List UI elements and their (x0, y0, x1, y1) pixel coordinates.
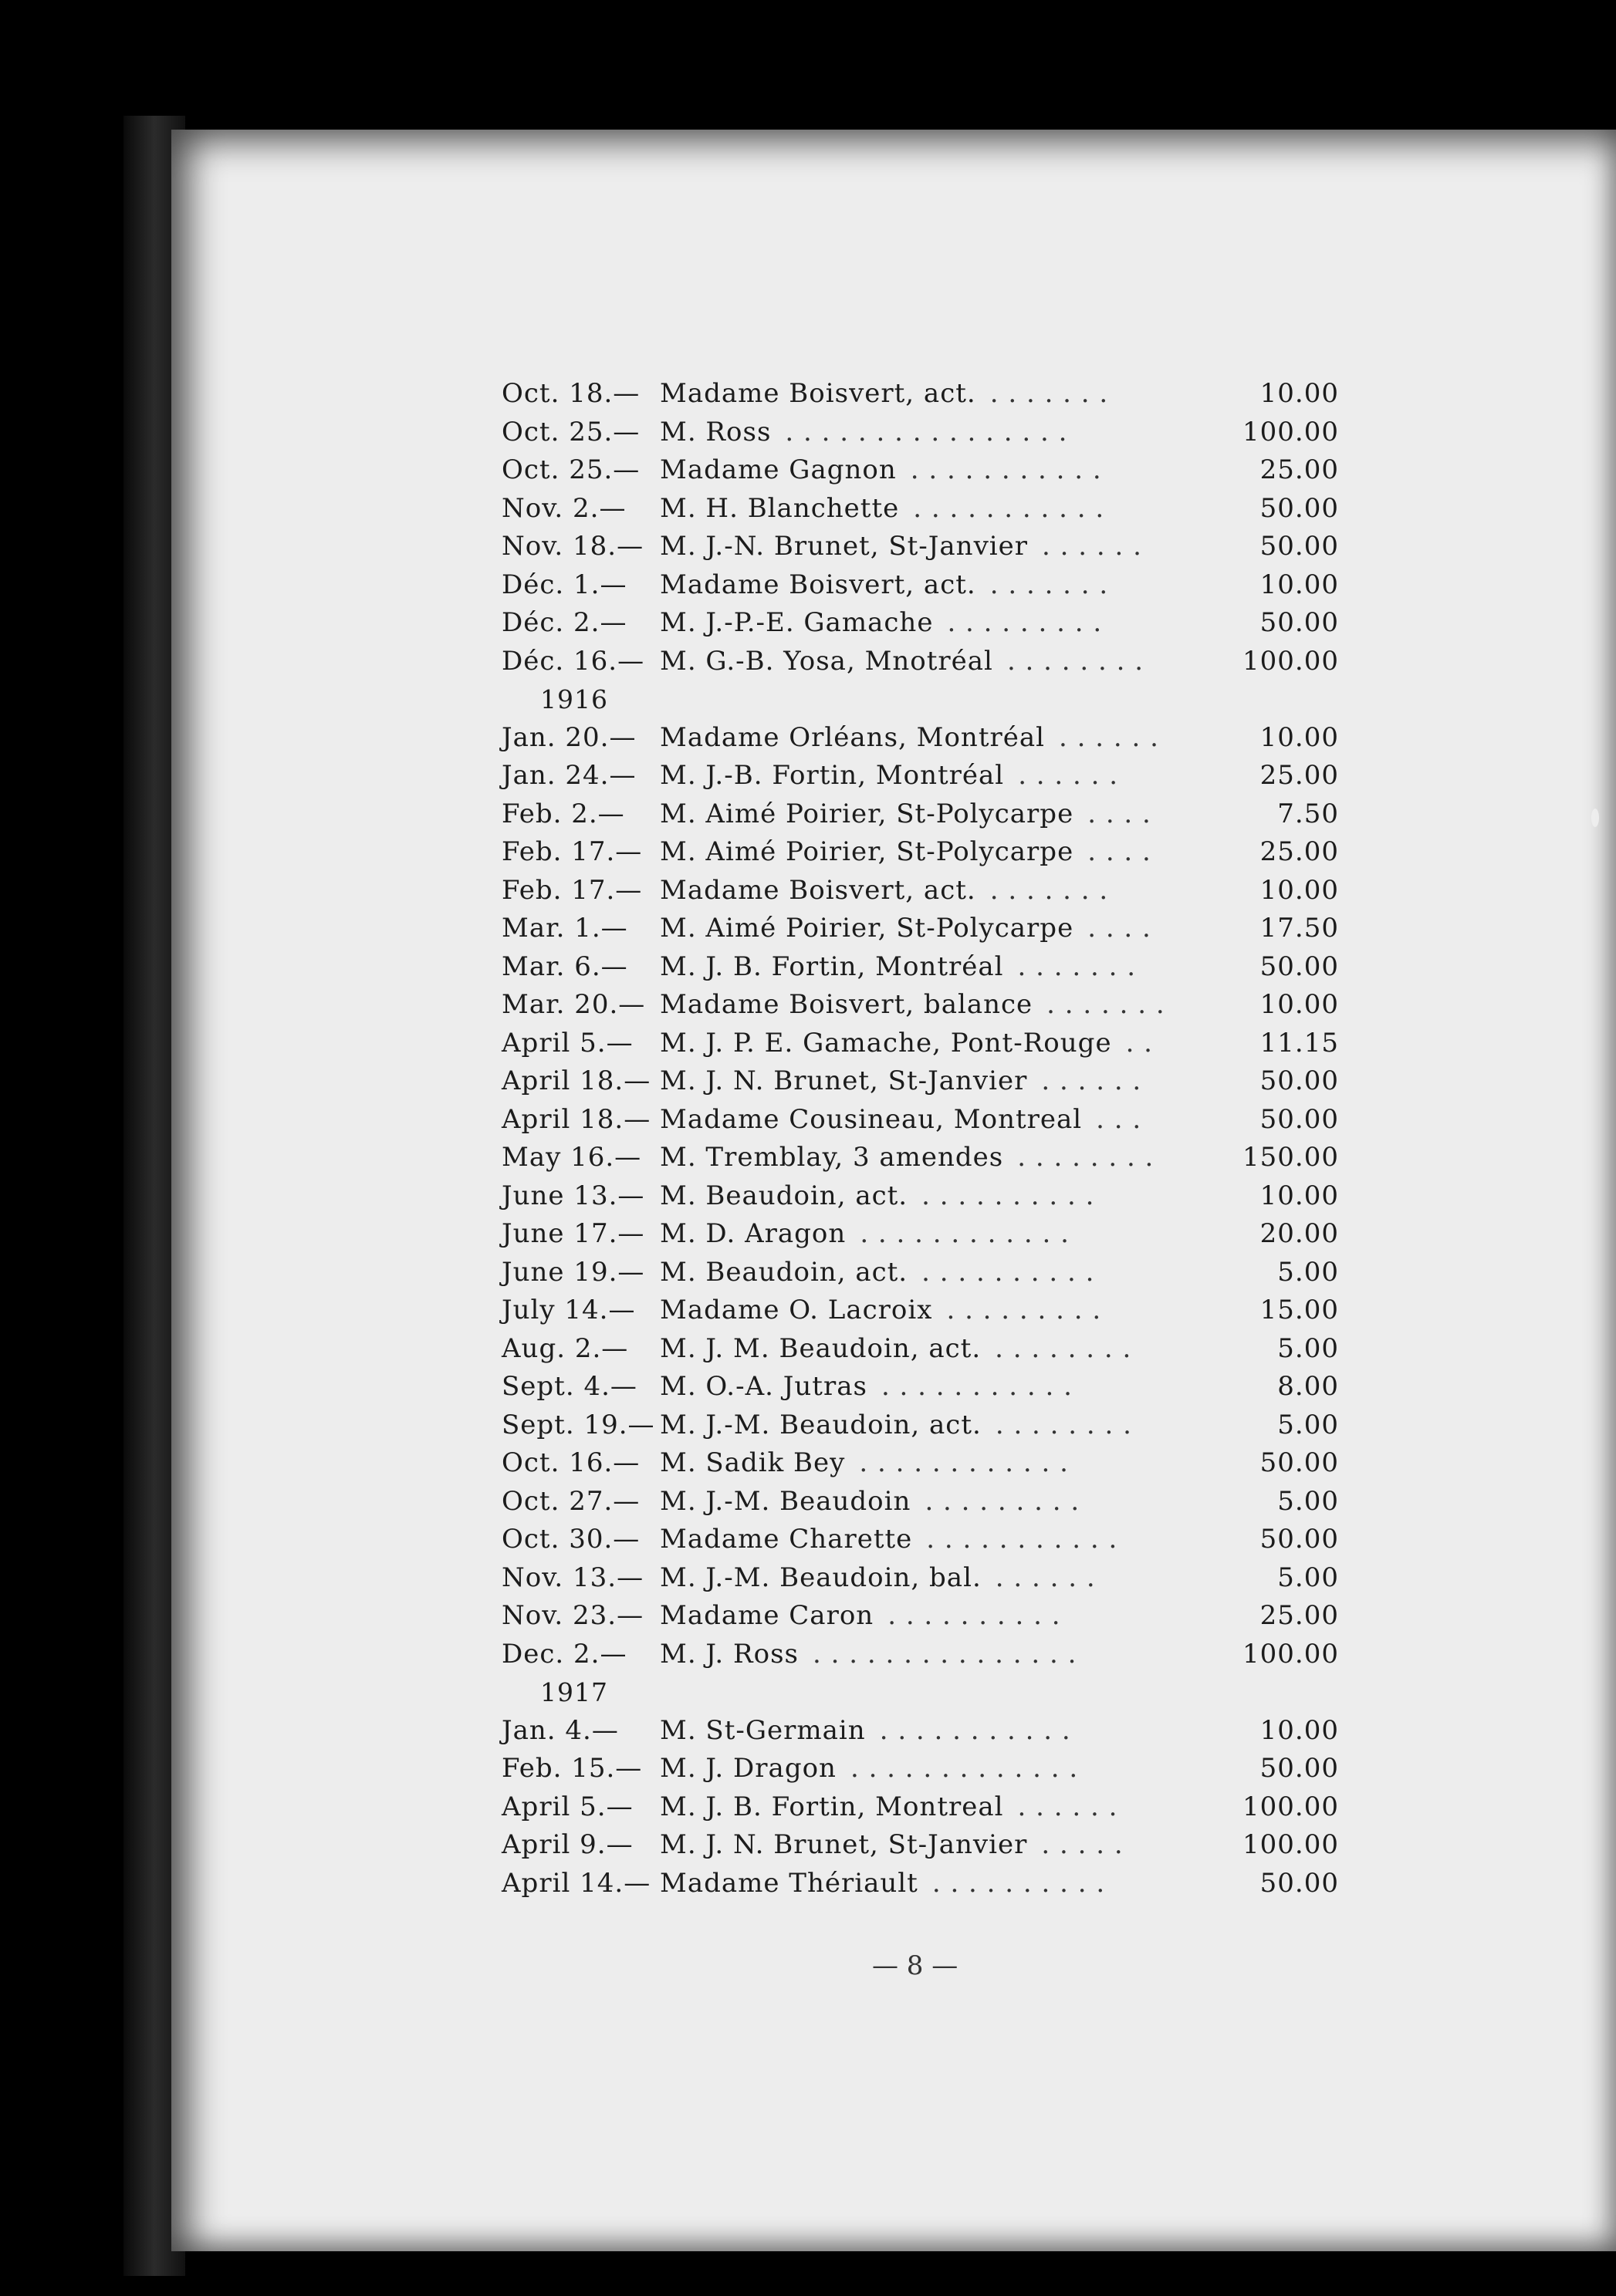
entry-amount: 50.00 (1259, 1103, 1339, 1135)
leader-dots: . . . . . . . . . . (921, 1180, 1095, 1211)
entry-name: M. Tremblay, 3 amendes (660, 1142, 1004, 1173)
ledger-row (502, 414, 1339, 452)
entry-name: M. J.-M. Beaudoin, bal. (660, 1562, 982, 1593)
entry-date: Jan. 24.— (502, 760, 637, 791)
entry-name: M. J.-M. Beaudoin, act. (660, 1409, 982, 1440)
entry-amount: 50.00 (1259, 950, 1339, 982)
leader-dots: . . . . . . (995, 1562, 1096, 1593)
ledger-row (502, 872, 1339, 910)
leader-dots: . . . . . . (1041, 1065, 1142, 1096)
entry-date: Nov. 2.— (502, 492, 627, 524)
entry-name: M. St-Germain (660, 1714, 866, 1746)
leader-dots: . . . . . . . (989, 569, 1109, 600)
ledger-row (502, 948, 1339, 987)
entry-amount: 11.15 (1259, 1027, 1339, 1059)
ledger-row (502, 1292, 1339, 1330)
paper-blemish (1591, 809, 1599, 827)
entry-amount: 50.00 (1259, 1753, 1339, 1784)
entry-amount: 100.00 (1242, 645, 1339, 677)
entry-amount: 150.00 (1242, 1142, 1339, 1173)
entry-amount: 25.00 (1259, 836, 1339, 867)
entry-date: Feb. 15.— (502, 1753, 643, 1784)
leader-dots: . . . . . . (1018, 760, 1119, 791)
leader-dots: . . . . . (1041, 1829, 1124, 1860)
leader-dots: . . . . . . . . . . . (913, 492, 1105, 524)
entry-name: Madame Thériault (660, 1867, 918, 1899)
leader-dots: . . . . . . . . . . . . (860, 1218, 1070, 1249)
ledger-row (502, 1521, 1339, 1559)
ledger-row (502, 833, 1339, 872)
leader-dots: . . . . . . . . . . . . . (850, 1753, 1079, 1784)
entry-name: Madame Boisvert, act. (660, 874, 976, 906)
ledger-row (502, 375, 1339, 414)
leader-dots: . . . . . . . (1017, 950, 1137, 982)
ledger-row (502, 1597, 1339, 1636)
entry-date: Nov. 23.— (502, 1600, 644, 1631)
ledger-row (502, 1712, 1339, 1751)
ledger-list (502, 375, 1339, 1903)
leader-dots: . . . . . . (1017, 1791, 1118, 1822)
entry-date: April 18.— (502, 1065, 651, 1096)
entry-name: M. J.-N. Brunet, St-Janvier (660, 531, 1029, 562)
entry-name: M. G.-B. Yosa, Mnotréal (660, 645, 993, 677)
leader-dots: . . . . (1087, 798, 1151, 829)
entry-amount: 25.00 (1259, 760, 1339, 791)
leader-dots: . . . . . . . . . . . . (859, 1447, 1069, 1478)
leader-dots: . . . . . . . (989, 874, 1109, 906)
leader-dots: . . . (1096, 1103, 1142, 1135)
entry-amount: 100.00 (1242, 1791, 1339, 1822)
entry-date: Feb. 17.— (502, 836, 643, 867)
entry-date: July 14.— (502, 1295, 636, 1325)
ledger-row (502, 1177, 1339, 1216)
entry-amount: 10.00 (1259, 989, 1339, 1020)
ledger-row (502, 1483, 1339, 1521)
entry-date: Oct. 18.— (502, 378, 641, 409)
entry-date: April 5.— (502, 1791, 634, 1822)
ledger-row (502, 1101, 1339, 1140)
entry-amount: 10.00 (1259, 569, 1339, 600)
entry-date: Mar. 20.— (502, 989, 646, 1020)
entry-date: Mar. 6.— (502, 950, 628, 982)
entry-amount: 100.00 (1242, 416, 1339, 447)
entry-date: Nov. 18.— (502, 531, 644, 562)
entry-amount: 100.00 (1242, 1829, 1339, 1860)
entry-date: Feb. 2.— (502, 798, 625, 829)
year-heading (502, 1673, 1339, 1712)
entry-amount: 10.00 (1259, 721, 1339, 753)
entry-name: Madame O. Lacroix (660, 1295, 933, 1325)
ledger-row (502, 1636, 1339, 1674)
entry-amount: 20.00 (1259, 1218, 1339, 1249)
entry-name: Madame Cousineau, Montreal (660, 1103, 1083, 1135)
entry-amount: 8.00 (1277, 1371, 1339, 1402)
entry-date: Sept. 19.— (502, 1409, 655, 1440)
entry-name: M. O.-A. Jutras (660, 1371, 867, 1402)
leader-dots: . . . . . . . . (995, 1332, 1132, 1364)
entry-date: June 19.— (502, 1256, 645, 1288)
entry-amount: 50.00 (1259, 1867, 1339, 1899)
entry-date: April 9.— (502, 1829, 634, 1860)
entry-amount: 25.00 (1259, 454, 1339, 485)
ledger-row (502, 1254, 1339, 1292)
leader-dots: . . . . . . . . . . . (910, 454, 1102, 485)
ledger-row (502, 795, 1339, 834)
leader-dots: . . . . . . . (1046, 989, 1165, 1020)
ledger-row (502, 1750, 1339, 1788)
entry-date: Oct. 27.— (502, 1485, 641, 1517)
leader-dots: . . . . . . . . . (946, 1295, 1102, 1325)
entry-date: Nov. 13.— (502, 1562, 644, 1593)
page-number: — 8 — (872, 1950, 958, 1981)
entry-date: Oct. 30.— (502, 1524, 641, 1555)
entry-date: Feb. 17.— (502, 874, 643, 906)
ledger-row (502, 1826, 1339, 1865)
entry-amount: 10.00 (1259, 378, 1339, 409)
entry-amount: 50.00 (1259, 531, 1339, 562)
year-label: 1916 (540, 684, 608, 714)
entry-amount: 25.00 (1259, 1600, 1339, 1631)
ledger-row (502, 757, 1339, 795)
entry-amount: 7.50 (1277, 798, 1339, 829)
entry-amount: 50.00 (1259, 607, 1339, 638)
entry-date: Mar. 1.— (502, 913, 628, 944)
entry-date: April 14.— (502, 1867, 651, 1899)
entry-name: M. D. Aragon (660, 1218, 847, 1249)
entry-date: Jan. 20.— (502, 721, 637, 753)
entry-date: June 17.— (502, 1218, 645, 1249)
entry-name: M. H. Blanchette (660, 492, 900, 524)
entry-name: M. Aimé Poirier, St-Polycarpe (660, 798, 1074, 829)
entry-date: Oct. 25.— (502, 416, 641, 447)
entry-name: Madame Orléans, Montréal (660, 721, 1046, 753)
entry-name: M. Ross (660, 416, 772, 447)
leader-dots: . . . . . . . . (1017, 1142, 1155, 1173)
leader-dots: . . . . . . . . . . . . . . . . (785, 416, 1068, 447)
entry-name: Madame Boisvert, act. (660, 378, 976, 409)
ledger-row (502, 1444, 1339, 1483)
entry-amount: 17.50 (1259, 913, 1339, 944)
entry-name: Madame Boisvert, balance (660, 989, 1033, 1020)
entry-name: M. Beaudoin, act. (660, 1256, 908, 1288)
entry-name: M. J. Dragon (660, 1753, 837, 1784)
entry-date: Déc. 2.— (502, 607, 627, 638)
ledger-row (502, 719, 1339, 758)
leader-dots: . . . . . . . . . . . (879, 1714, 1071, 1746)
leader-dots: . . . . . . . . . (947, 607, 1103, 638)
leader-dots: . . . . . . . . . . . (926, 1524, 1118, 1555)
entry-name: M. Sadik Bey (660, 1447, 846, 1478)
ledger-row (502, 490, 1339, 528)
entry-date: Déc. 16.— (502, 645, 645, 677)
entry-date: Déc. 1.— (502, 569, 627, 600)
entry-name: M. Aimé Poirier, St-Polycarpe (660, 836, 1074, 867)
ledger-row (502, 1559, 1339, 1598)
leader-dots: . . . . (1087, 913, 1151, 944)
entry-name: Madame Charette (660, 1524, 913, 1555)
ledger-row (502, 1368, 1339, 1406)
ledger-row (502, 1406, 1339, 1445)
entry-amount: 15.00 (1259, 1295, 1339, 1325)
entry-amount: 10.00 (1259, 1180, 1339, 1211)
entry-amount: 10.00 (1259, 1714, 1339, 1746)
ledger-row (502, 910, 1339, 948)
entry-name: Madame Gagnon (660, 454, 897, 485)
ledger-row (502, 451, 1339, 490)
entry-name: M. J. B. Fortin, Montréal (660, 950, 1004, 982)
ledger-row (502, 1865, 1339, 1903)
entry-name: M. J. M. Beaudoin, act. (660, 1332, 982, 1364)
ledger-row (502, 566, 1339, 605)
ledger-row (502, 1062, 1339, 1101)
entry-date: April 18.— (502, 1103, 651, 1135)
leader-dots: . . . . . . . . . . . (881, 1371, 1073, 1402)
entry-amount: 50.00 (1259, 492, 1339, 524)
entry-amount: 50.00 (1259, 1524, 1339, 1555)
entry-date: May 16.— (502, 1142, 642, 1173)
entry-name: M. J.-P.-E. Gamache (660, 607, 934, 638)
entry-amount: 50.00 (1259, 1447, 1339, 1478)
entry-date: April 5.— (502, 1027, 634, 1059)
entry-amount: 10.00 (1259, 874, 1339, 906)
ledger-row (502, 1330, 1339, 1369)
ledger-row (502, 1215, 1339, 1254)
entry-amount: 5.00 (1277, 1485, 1339, 1517)
ledger-row (502, 1025, 1339, 1063)
entry-amount: 5.00 (1277, 1409, 1339, 1440)
leader-dots: . . . . . . . . . . (887, 1600, 1061, 1631)
entry-name: Madame Boisvert, act. (660, 569, 976, 600)
entry-date: Jan. 4.— (502, 1714, 619, 1746)
entry-name: M. Aimé Poirier, St-Polycarpe (660, 913, 1074, 944)
leader-dots: . . . . . . (1059, 721, 1159, 753)
entry-name: M. J.-B. Fortin, Montréal (660, 760, 1005, 791)
entry-name: M. J. P. E. Gamache, Pont-Rouge (660, 1027, 1112, 1059)
entry-name: Madame Caron (660, 1600, 874, 1631)
leader-dots: . . . . . . . . . . (931, 1867, 1106, 1899)
entry-date: Dec. 2.— (502, 1638, 627, 1670)
leader-dots: . . . . . . . (989, 378, 1109, 409)
ledger-row (502, 986, 1339, 1025)
leader-dots: . . . . . . . . . (925, 1485, 1080, 1517)
ledger-row (502, 528, 1339, 566)
ledger-row (502, 643, 1339, 681)
entry-amount: 100.00 (1242, 1638, 1339, 1670)
ledger-row (502, 1788, 1339, 1827)
entry-name: M. J.-M. Beaudoin (660, 1485, 911, 1517)
leader-dots: . . . . . . . . . . (921, 1256, 1095, 1288)
entry-date: Aug. 2.— (502, 1332, 629, 1364)
entry-date: Sept. 4.— (502, 1371, 637, 1402)
leader-dots: . . . . . . (1042, 531, 1142, 562)
leader-dots: . . (1125, 1027, 1153, 1059)
leader-dots: . . . . . . . . (995, 1409, 1132, 1440)
entry-name: M. Beaudoin, act. (660, 1180, 908, 1211)
entry-amount: 5.00 (1277, 1256, 1339, 1288)
entry-name: M. J. Ross (660, 1638, 799, 1670)
entry-date: Oct. 16.— (502, 1447, 641, 1478)
year-label: 1917 (540, 1677, 608, 1707)
leader-dots: . . . . (1087, 836, 1151, 867)
entry-amount: 5.00 (1277, 1562, 1339, 1593)
entry-name: M. J. N. Brunet, St-Janvier (660, 1829, 1028, 1860)
leader-dots: . . . . . . . . (1006, 645, 1144, 677)
entry-date: Oct. 25.— (502, 454, 641, 485)
leader-dots: . . . . . . . . . . . . . . . (813, 1638, 1077, 1670)
year-heading (502, 680, 1339, 719)
entry-name: M. J. B. Fortin, Montreal (660, 1791, 1004, 1822)
entry-name: M. J. N. Brunet, St-Janvier (660, 1065, 1028, 1096)
entry-amount: 5.00 (1277, 1332, 1339, 1364)
ledger-row (502, 604, 1339, 643)
entry-amount: 50.00 (1259, 1065, 1339, 1096)
entry-date: June 13.— (502, 1180, 645, 1211)
ledger-row (502, 1139, 1339, 1177)
